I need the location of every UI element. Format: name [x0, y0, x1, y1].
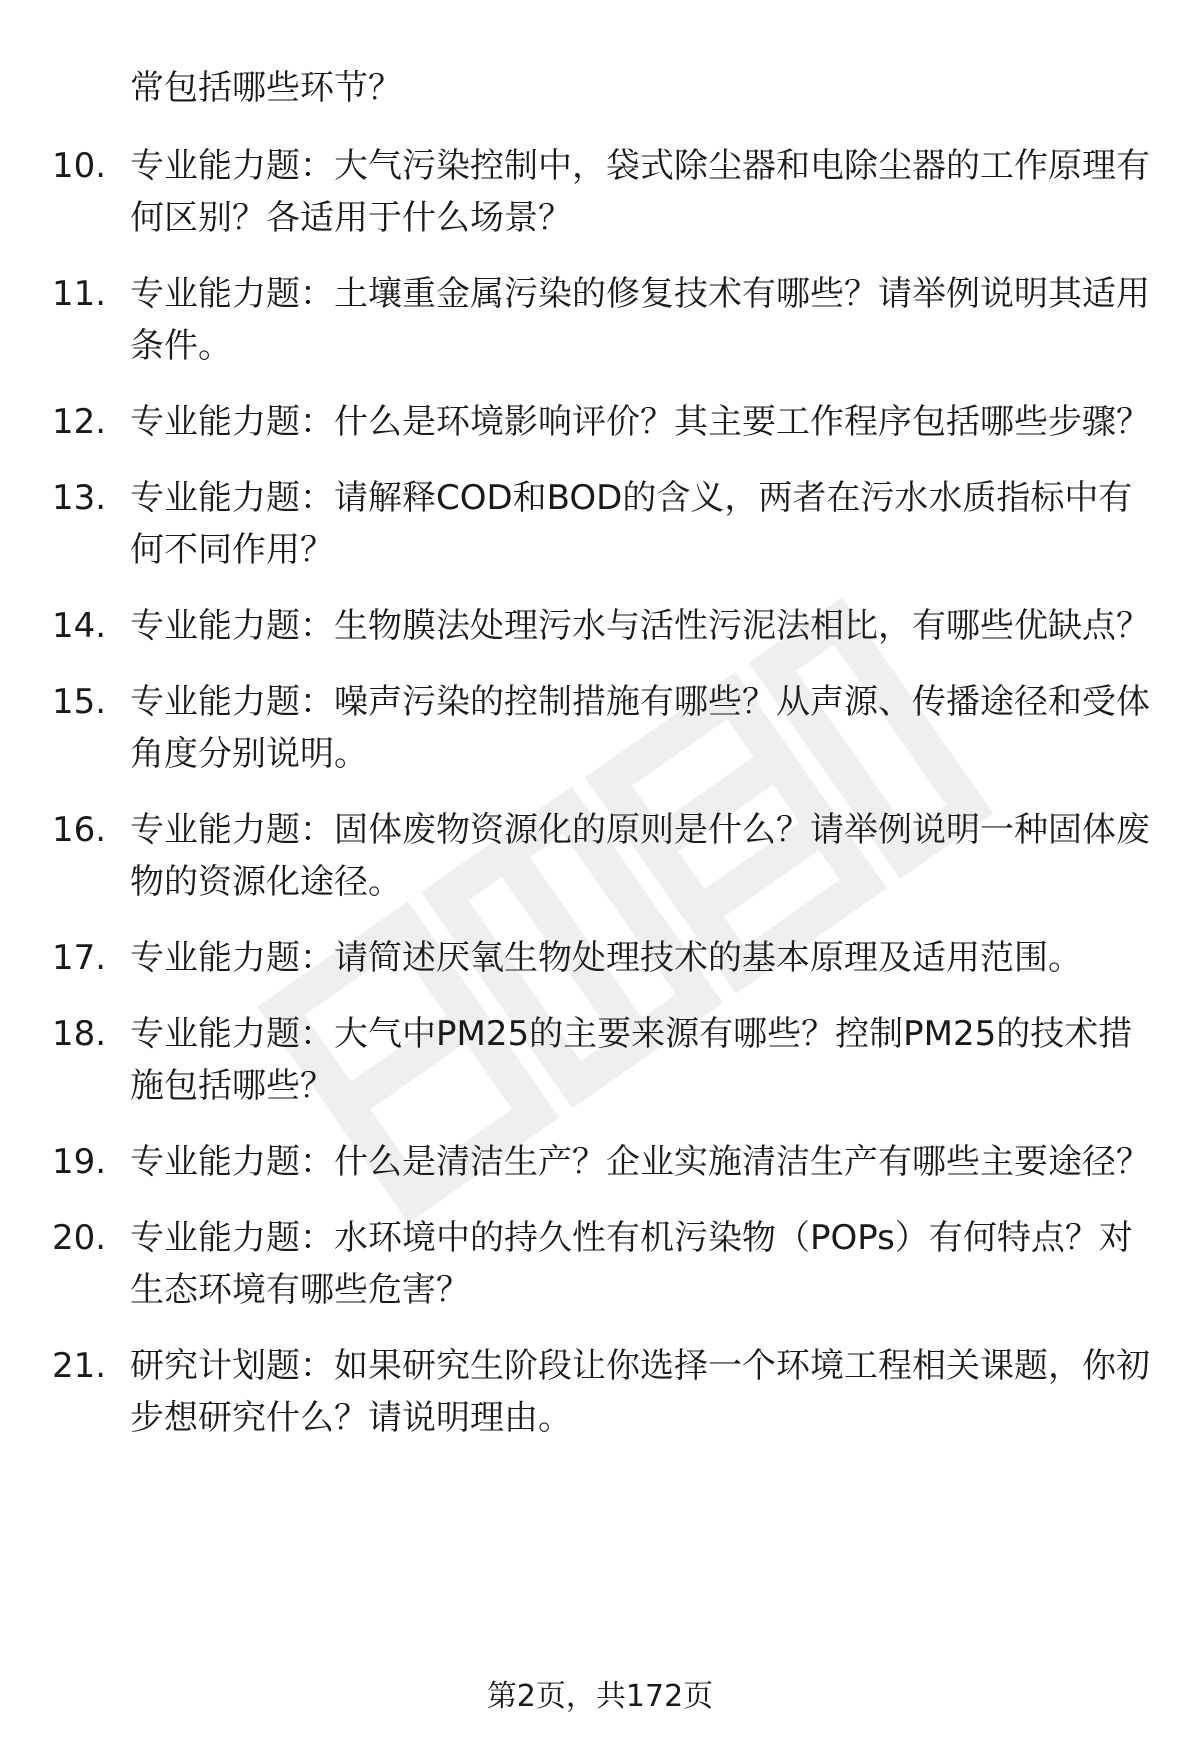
question-number: 21. — [52, 1346, 107, 1386]
list-item — [52, 676, 1162, 780]
list-item — [52, 140, 1162, 244]
list-item — [52, 600, 1162, 652]
question-number: 10. — [52, 146, 107, 186]
question-text: 专业能力题：什么是环境影响评价？其主要工作程序包括哪些步骤？ — [130, 402, 1150, 442]
list-item — [52, 268, 1162, 372]
list-item — [52, 396, 1162, 448]
question-number: 18. — [52, 1014, 107, 1054]
question-number: 20. — [52, 1218, 107, 1258]
question-number: 14. — [52, 606, 107, 646]
list-item — [52, 804, 1162, 908]
question-number: 12. — [52, 402, 107, 442]
list-item — [52, 1340, 1162, 1444]
list-item — [52, 472, 1162, 576]
question-number: 17. — [52, 938, 107, 978]
question-text: 专业能力题：生物膜法处理污水与活性污泥法相比，有哪些优缺点？ — [130, 606, 1150, 646]
question-text: 专业能力题：请解释COD和BOD的含义，两者在污水水质指标中有何不同作用？ — [130, 478, 1133, 570]
question-text: 专业能力题：水环境中的持久性有机污染物（POPs）有何特点？对生态环境有哪些危害？ — [130, 1218, 1133, 1310]
continued-question-text: 常包括哪些环节？ — [130, 68, 402, 108]
question-text: 专业能力题：固体废物资源化的原则是什么？请举例说明一种固体废物的资源化途径。 — [130, 810, 1150, 902]
question-number: 16. — [52, 810, 107, 850]
question-number: 11. — [52, 274, 107, 314]
question-text: 专业能力题：什么是清洁生产？企业实施清洁生产有哪些主要途径？ — [130, 1142, 1150, 1182]
question-number: 15. — [52, 682, 107, 722]
question-number: 19. — [52, 1142, 107, 1182]
question-text: 专业能力题：大气中PM25的主要来源有哪些？控制PM25的技术措施包括哪些？ — [130, 1014, 1133, 1106]
question-text: 专业能力题：请简述厌氧生物处理技术的基本原理及适用范围。 — [130, 938, 1082, 978]
question-text: 专业能力题：土壤重金属污染的修复技术有哪些？请举例说明其适用条件。 — [130, 274, 1150, 366]
question-text: 专业能力题：噪声污染的控制措施有哪些？从声源、传播途径和受体角度分别说明。 — [130, 682, 1150, 774]
list-item — [52, 1008, 1162, 1112]
list-item — [52, 1136, 1162, 1188]
list-item — [52, 1212, 1162, 1316]
question-list — [52, 140, 1162, 1468]
question-number: 13. — [52, 478, 107, 518]
list-item — [52, 932, 1162, 984]
page-number: 第2页，共172页 — [486, 1679, 714, 1714]
question-text: 研究计划题：如果研究生阶段让你选择一个环境工程相关课题，你初步想研究什么？请说明理由。 — [130, 1346, 1150, 1438]
question-text: 专业能力题：大气污染控制中，袋式除尘器和电除尘器的工作原理有何区别？各适用于什么场景？ — [130, 146, 1150, 238]
